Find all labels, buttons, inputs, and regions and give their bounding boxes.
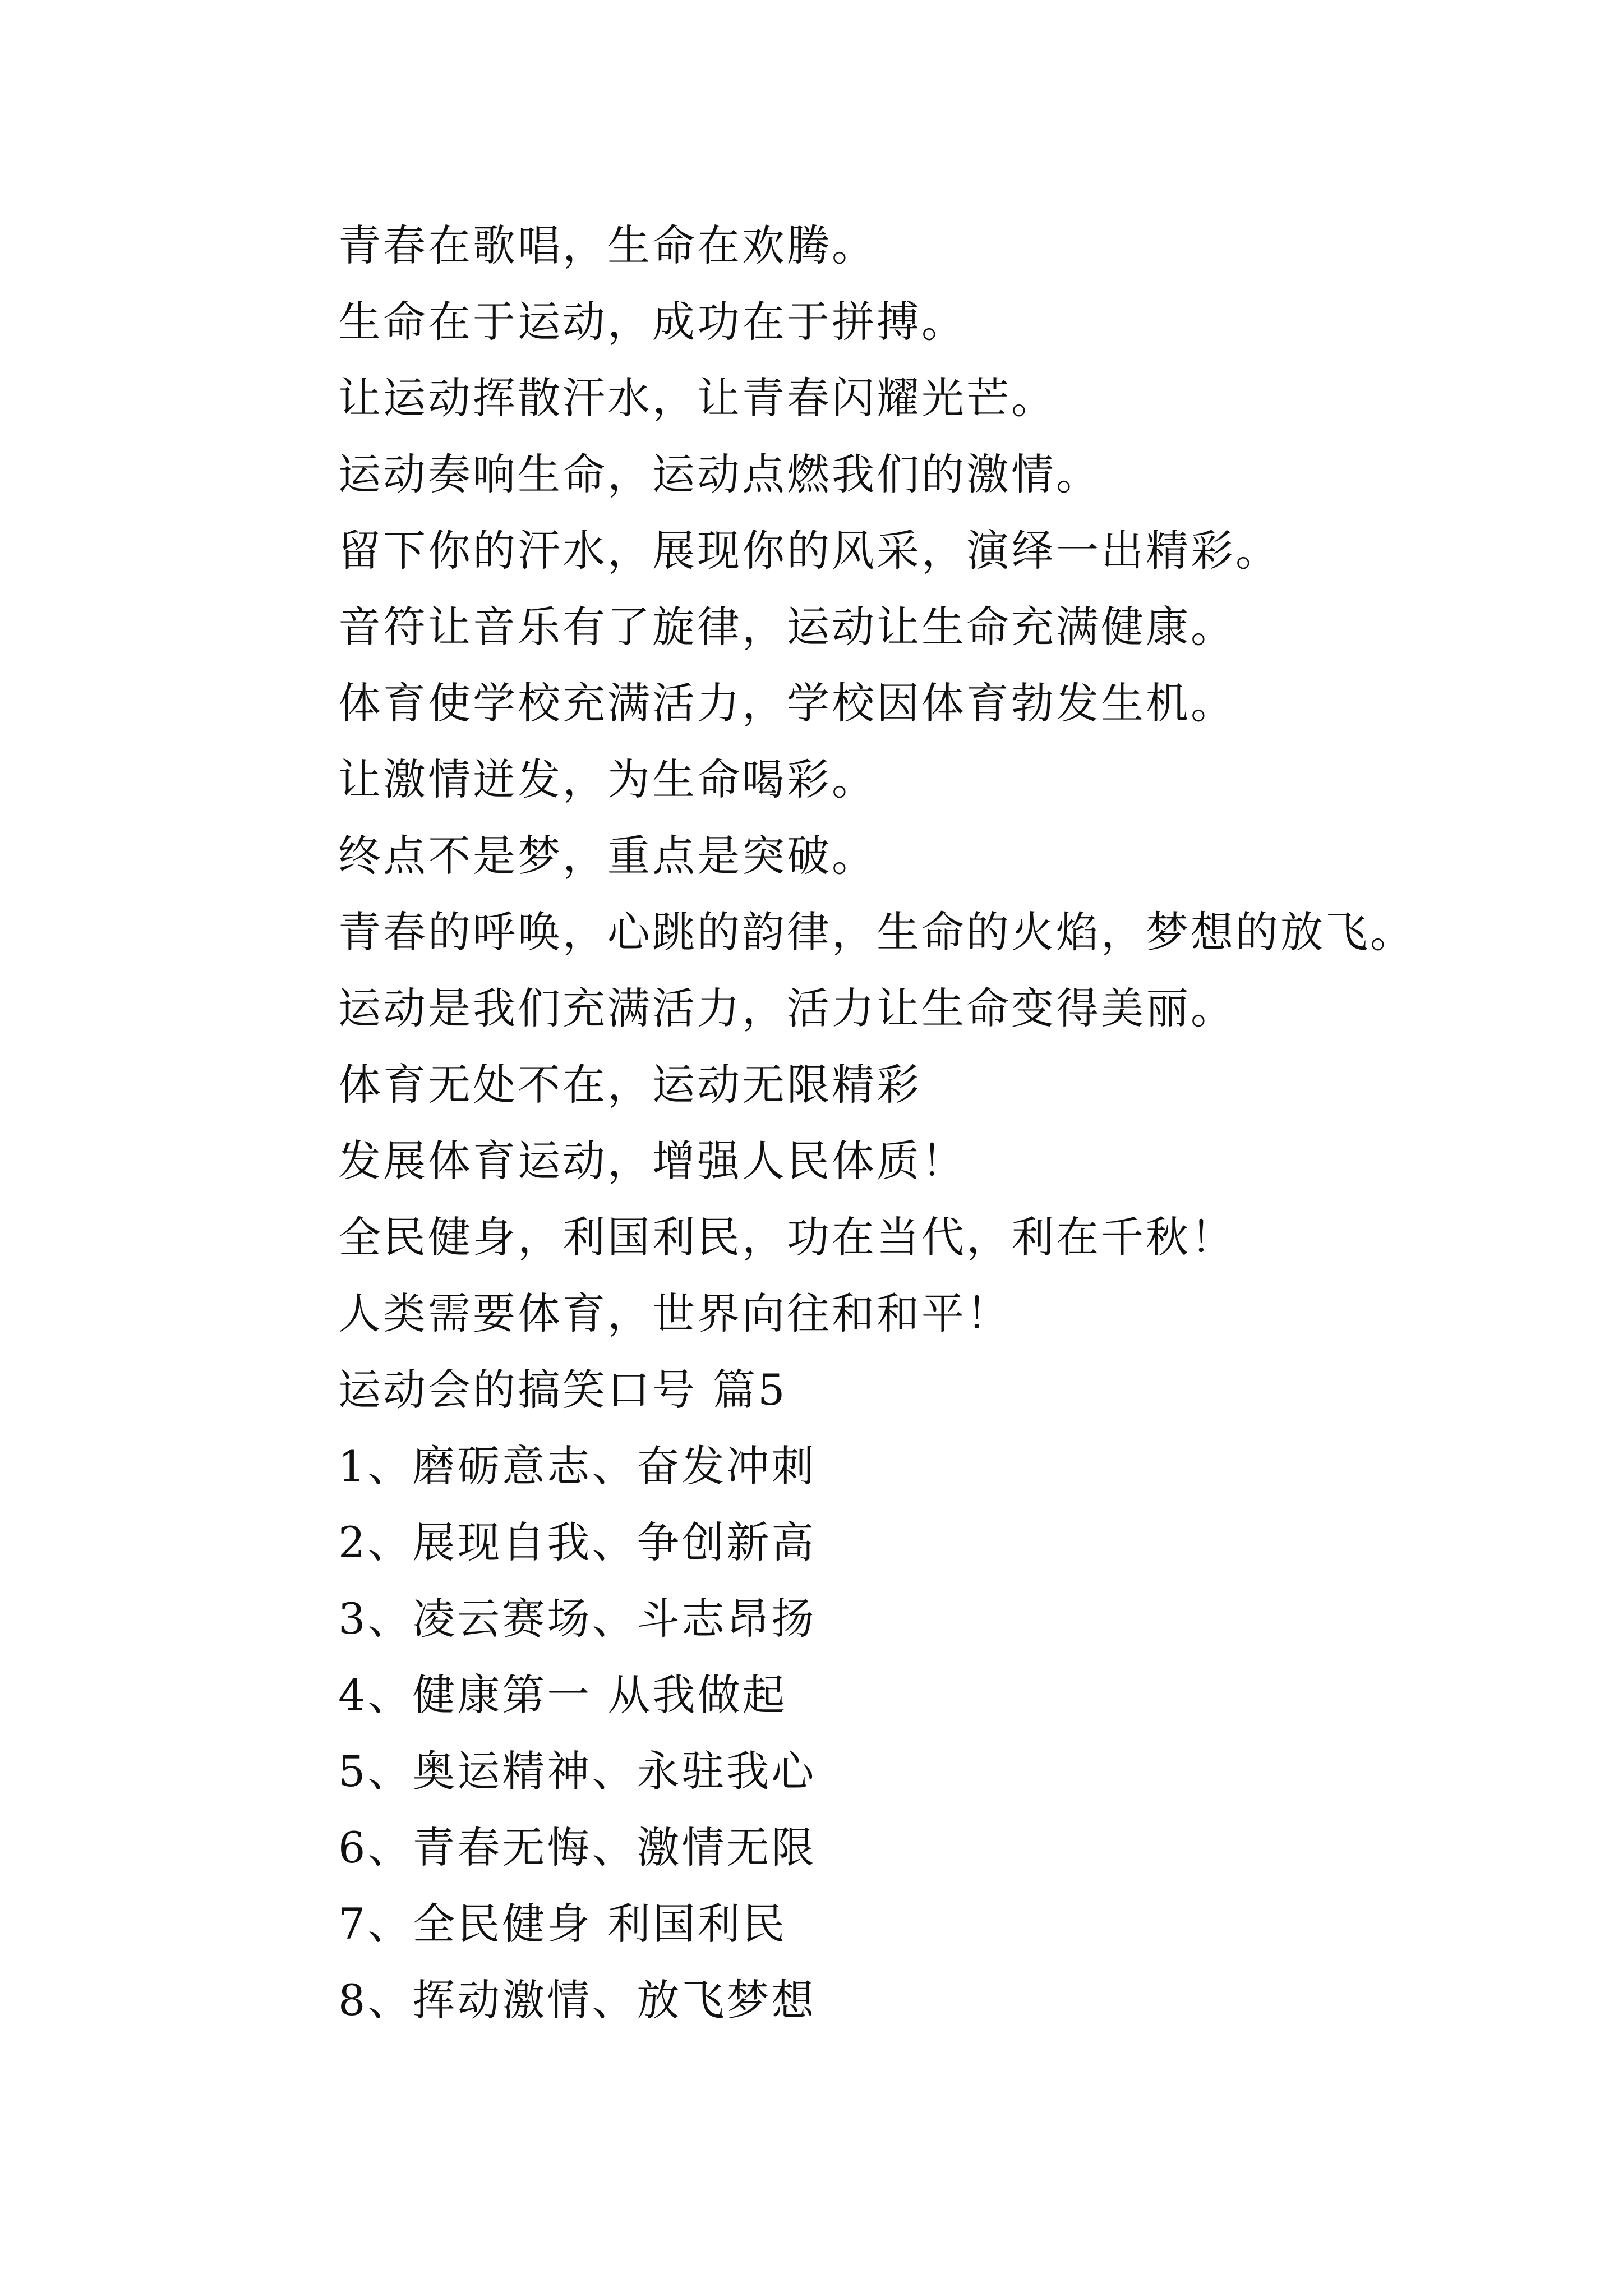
list-item: 4、健康第一 从我做起 [338, 1670, 787, 1720]
text-line: 终点不是梦，重点是突破。 [338, 831, 877, 881]
text-line: 体育使学校充满活力，学校因体育勃发生机。 [338, 678, 1235, 728]
text-line: 青春的呼唤，心跳的韵律，生命的火焰，梦想的放飞。 [338, 907, 1415, 957]
text-line: 人类需要体育，世界向往和和平！ [338, 1289, 1011, 1338]
list-item: 1、磨砺意志、奋发冲刺 [338, 1441, 817, 1491]
list-item: 8、挥动激情、放飞梦想 [338, 1975, 817, 2025]
text-line: 音符让音乐有了旋律，运动让生命充满健康。 [338, 602, 1235, 652]
list-item: 5、奥运精神、永驻我心 [338, 1746, 817, 1796]
text-line: 让运动挥散汗水，让青春闪耀光芒。 [338, 373, 1056, 423]
text-line: 生命在于运动，成功在于拼搏。 [338, 297, 966, 347]
list-item: 6、青春无悔、激情无限 [338, 1823, 817, 1872]
list-item: 3、凌云赛场、斗志昂扬 [338, 1594, 817, 1644]
text-line: 青春在歌唱，生命在欢腾。 [338, 220, 877, 270]
text-line: 让激情迸发，为生命喝彩。 [338, 754, 877, 804]
list-item: 7、全民健身 利国利民 [338, 1899, 787, 1949]
text-line: 留下你的汗水，展现你的风采，演绎一出精彩。 [338, 526, 1280, 576]
text-line: 运动奏响生命，运动点燃我们的激情。 [338, 449, 1101, 499]
text-line: 发展体育运动，增强人民体质！ [338, 1136, 966, 1186]
section-heading: 运动会的搞笑口号 篇5 [338, 1365, 787, 1415]
text-line: 运动是我们充满活力，活力让生命变得美丽。 [338, 983, 1235, 1033]
text-line: 全民健身，利国利民，功在当代，利在千秋！ [338, 1212, 1235, 1262]
list-item: 2、展现自我、争创新高 [338, 1517, 817, 1567]
document-body [338, 208, 1583, 2039]
text-line: 体育无处不在，运动无限精彩 [338, 1060, 921, 1110]
